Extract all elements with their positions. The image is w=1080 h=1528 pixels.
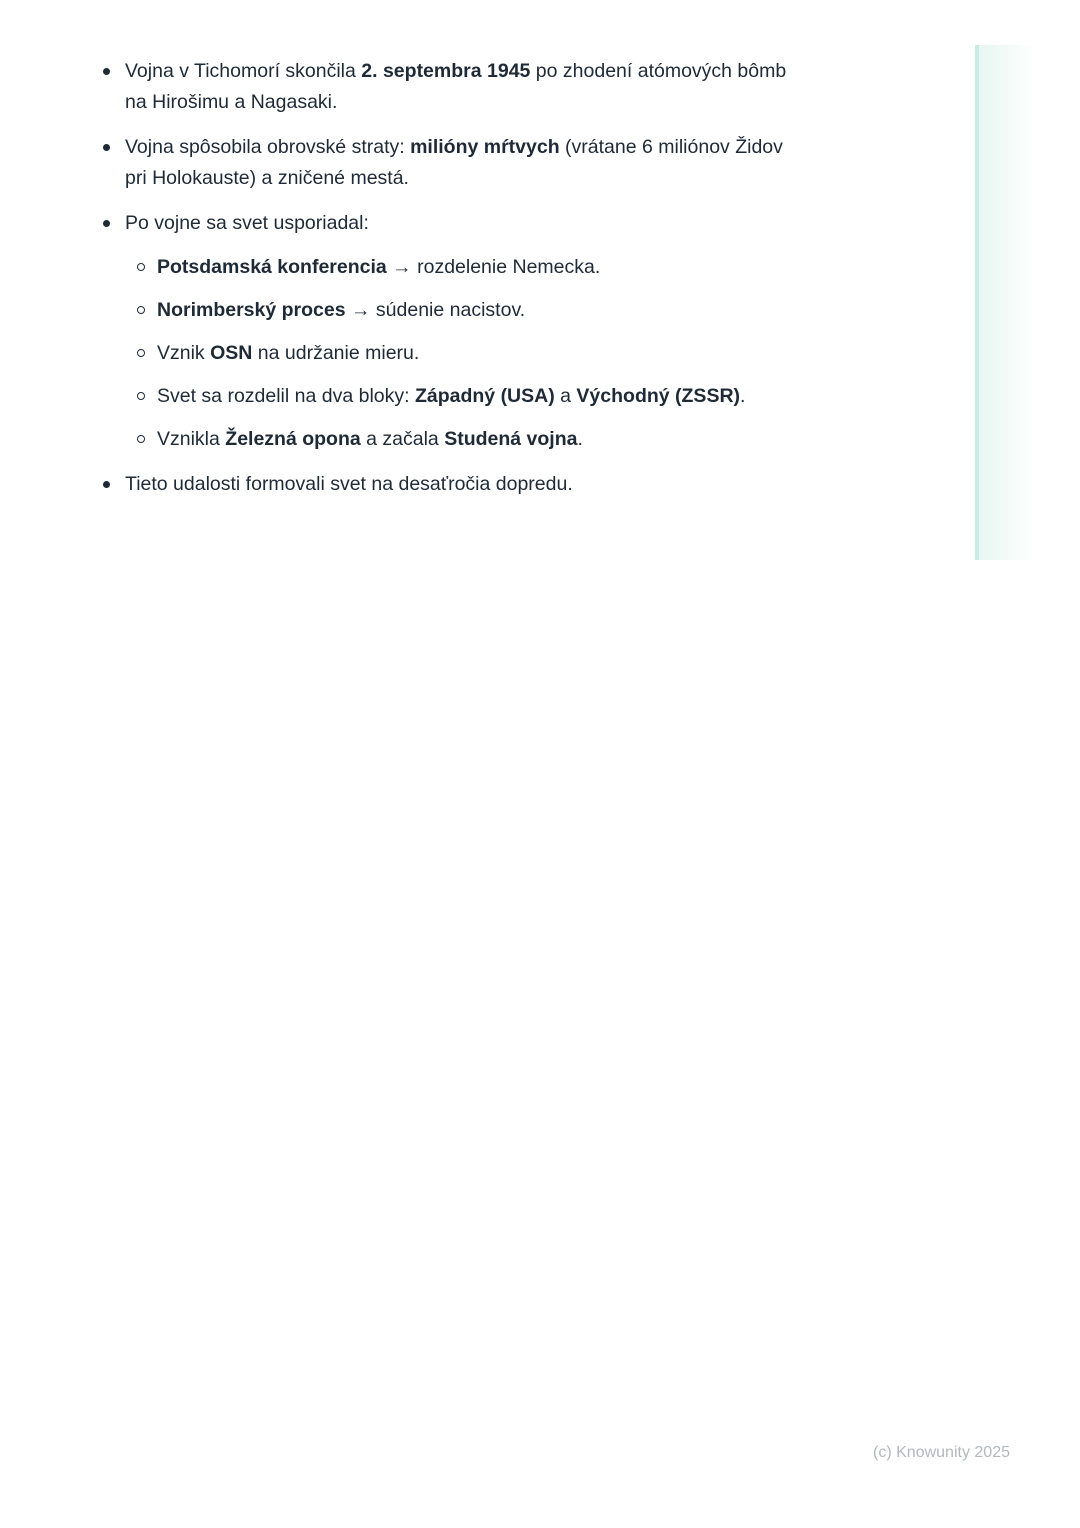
sub-list-item <box>157 424 797 455</box>
sub-list-item <box>157 252 797 283</box>
bold-text: Studená vojna <box>444 428 578 450</box>
text: Vojna spôsobila obrovské straty: <box>125 136 411 158</box>
list-item <box>125 469 805 500</box>
rich-text <box>125 212 369 234</box>
list-item <box>125 132 805 194</box>
list-item <box>125 56 805 118</box>
text: → súdenie nacistov. <box>345 299 526 321</box>
rich-text <box>157 256 600 278</box>
text: Vznikla <box>157 428 226 450</box>
sub-list-item <box>157 295 797 326</box>
bold-text: milióny mŕtvych <box>410 136 560 158</box>
list-item <box>125 208 805 455</box>
rich-text <box>125 473 573 495</box>
rich-text <box>157 385 745 407</box>
bold-text: Východný (ZSSR) <box>576 385 741 407</box>
sub-list <box>125 252 805 455</box>
text: Po vojne sa svet usporiadal: <box>125 212 369 234</box>
summary-list <box>0 0 1080 500</box>
text: Vojna v Tichomorí skončila <box>125 60 362 82</box>
bold-text: OSN <box>210 342 253 364</box>
rich-text <box>125 60 786 113</box>
text: na udržanie mieru. <box>252 342 420 364</box>
sub-list-item <box>157 338 797 369</box>
bold-text: 2. septembra 1945 <box>361 60 531 82</box>
text: . <box>740 385 746 407</box>
text: → rozdelenie Nemecka. <box>386 256 601 278</box>
text: po zhodení atómových bômb na Hirošimu a Nagasaki. <box>125 60 787 113</box>
rich-text <box>157 428 583 450</box>
sub-list-item <box>157 381 797 412</box>
text: . <box>577 428 583 450</box>
accent-strip <box>975 45 1036 560</box>
rich-text <box>125 136 783 189</box>
text: a <box>554 385 577 407</box>
bold-text: Norimberský proces <box>157 299 346 321</box>
rich-text <box>157 299 525 321</box>
text: Svet sa rozdelil na dva bloky: <box>157 385 415 407</box>
bold-text: Potsdamská konferencia <box>157 256 387 278</box>
bold-text: Železná opona <box>225 428 361 450</box>
bold-text: Západný (USA) <box>414 385 555 407</box>
text: (vrátane 6 miliónov Židov pri Holokauste) a zničené mestá. <box>125 136 783 189</box>
rich-text <box>157 342 419 364</box>
copyright-footer: (c) Knowunity 2025 <box>873 1444 1010 1461</box>
text: Vznik <box>157 342 211 364</box>
text: a začala <box>360 428 445 450</box>
text: Tieto udalosti formovali svet na desaťročia dopredu. <box>125 473 573 495</box>
